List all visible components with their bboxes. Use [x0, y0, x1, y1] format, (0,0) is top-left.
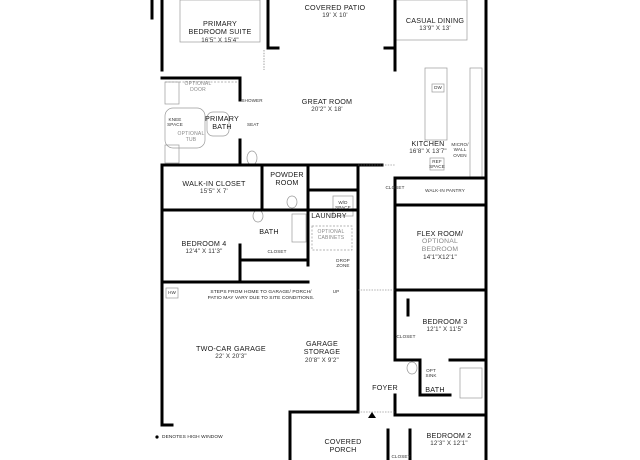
casual-dining-label: CASUAL DINING 13'9" X 13': [405, 16, 465, 33]
closet-bed2-label: CLOSET: [391, 454, 411, 459]
laundry-label: LAUNDRY: [311, 211, 347, 220]
powder-room-label: POWDER ROOM: [270, 170, 304, 188]
up-label: UP: [332, 289, 340, 294]
primary-bath-label: PRIMARY BATH: [204, 114, 240, 132]
garage-storage-label: GARAGE STORAGE 20'8" X 9'2": [303, 339, 341, 364]
bath-lower-label: BATH: [425, 385, 445, 394]
micro-wall-oven-label: MICRO/ WALL OVEN: [451, 142, 469, 158]
closet-bed3-label: CLOSET: [396, 334, 416, 339]
primary-suite-label: PRIMARY BEDROOM SUITE 16'5" X 15'4": [188, 19, 252, 44]
bedroom-4-label: BEDROOM 4 12'4" X 11'3": [181, 239, 227, 256]
two-car-garage-label: TWO-CAR GARAGE 22' X 20'3": [196, 344, 266, 361]
ref-space-label: REF SPACE: [429, 159, 445, 170]
optional-tub-label: OPTIONAL TUB: [177, 131, 205, 143]
kitchen-label: KITCHEN 16'8" X 13'7": [409, 139, 447, 156]
foyer-label: FOYER: [372, 383, 398, 392]
wd-space-label: W/D SPACE: [335, 200, 351, 211]
closet-pantry-label: CLOSET: [385, 185, 405, 190]
high-window-marker: [155, 435, 158, 438]
bath-upper-label: BATH: [259, 227, 279, 236]
knee-space-label: KNEE SPACE: [167, 117, 183, 128]
covered-porch-label: COVERED PORCH: [324, 437, 362, 455]
bedroom-2-label: BEDROOM 2 12'3" X 12'1": [426, 431, 472, 448]
drop-zone-label: DROP ZONE: [336, 258, 350, 269]
great-room-label: GREAT ROOM 20'2" X 18': [301, 97, 353, 114]
flex-room-label: FLEX ROOM/ OPTIONAL BEDROOM 14'1"X12'1": [416, 229, 464, 261]
walk-in-pantry-label: WALK-IN PANTRY: [425, 188, 465, 193]
closet-bed4-label: CLOSET: [267, 249, 287, 254]
steps-note: STEPS FROM HOME TO GARAGE/ PORCH/ PATIO MAY VARY DUE TO SITE CONDITIONS.: [207, 290, 315, 301]
covered-patio-label: COVERED PATIO 19' X 10': [304, 3, 366, 20]
shower-label: SHOWER: [241, 98, 263, 103]
opt-sink-label: OPT SINK: [425, 368, 437, 379]
seat-label: SEAT: [246, 122, 260, 127]
bedroom-3-label: BEDROOM 3 12'1" X 11'5": [422, 317, 468, 334]
optional-cabinets-label: OPTIONAL CABINETS: [317, 229, 345, 241]
walk-in-closet-label: WALK-IN CLOSET 15'5" X 7': [182, 179, 246, 196]
optional-door-label: OPTIONAL DOOR: [184, 81, 212, 93]
hw-label: HW: [168, 290, 176, 295]
dishwasher-label: DW: [434, 85, 442, 90]
foyer-step-arrow: [368, 412, 376, 418]
high-window-note: DENOTES HIGH WINDOW: [162, 435, 223, 440]
